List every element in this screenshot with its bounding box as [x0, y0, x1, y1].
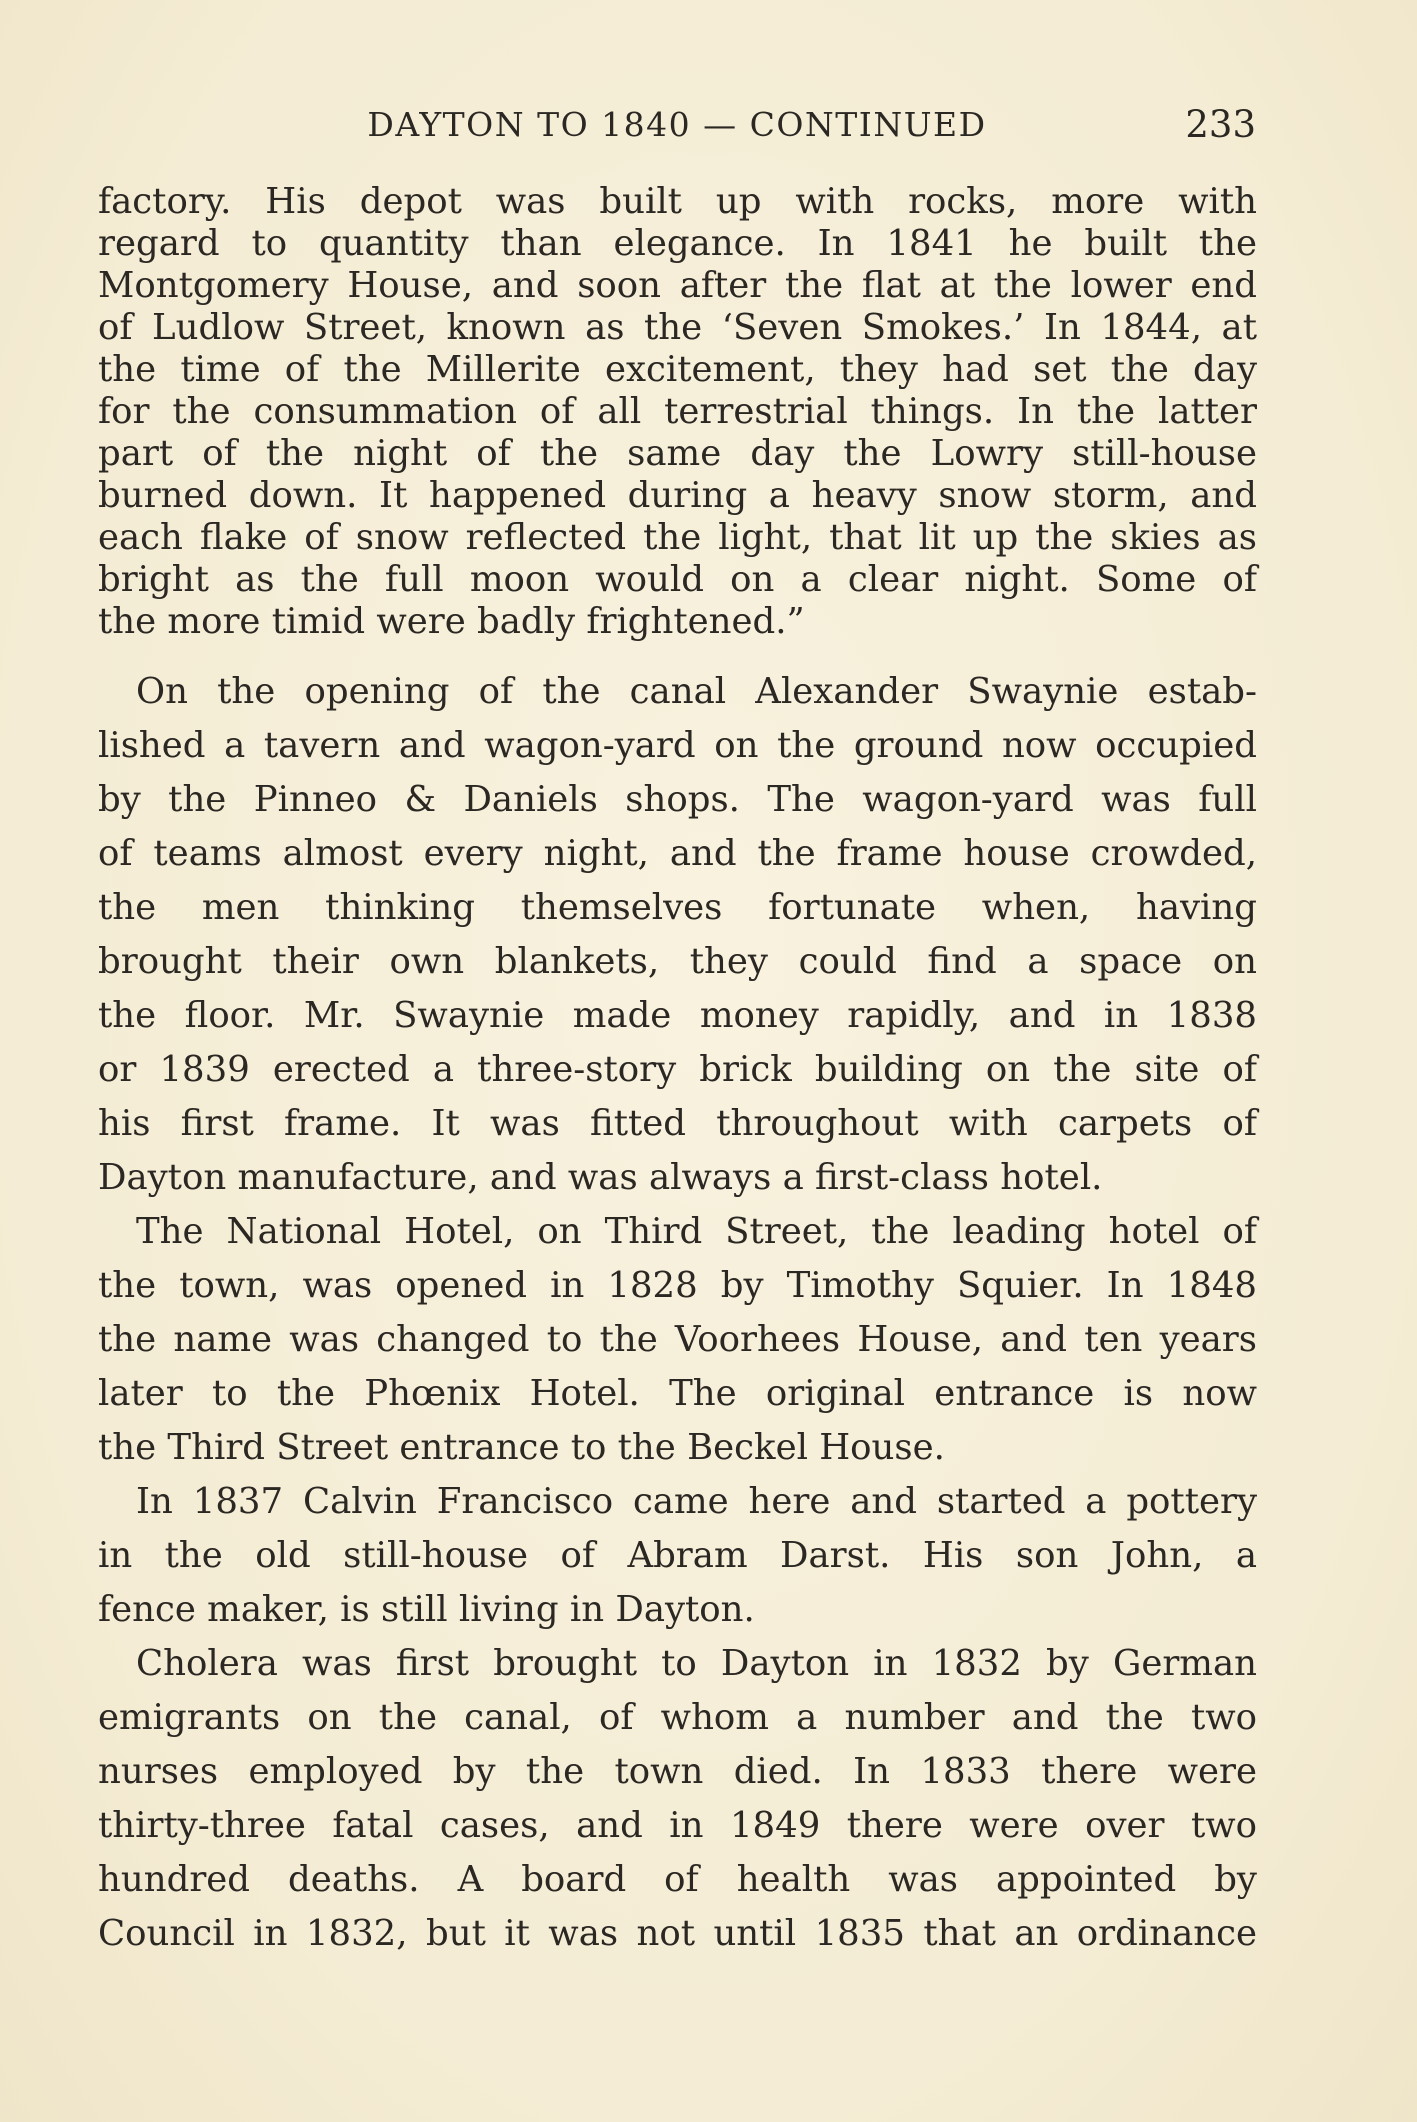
text-line: brought their own blankets, they could find a space on — [98, 941, 1257, 982]
text-line: thirty-three fatal cases, and in 1849 there were over two — [98, 1805, 1257, 1846]
text-line: his first frame. It was fitted throughout with carpets of — [98, 1103, 1257, 1144]
text-line: Cholera was first brought to Dayton in 1832 by German — [136, 1643, 1257, 1684]
text-line: of Ludlow Street, known as the ‘Seven Smokes.’ In 1844, at — [98, 307, 1257, 348]
text-line: the name was changed to the Voorhees House, and ten years — [98, 1319, 1257, 1360]
text-line: the men thinking themselves fortunate when, having — [98, 887, 1257, 928]
text-line: burned down. It happened during a heavy snow storm, and — [98, 475, 1257, 516]
text-line: of teams almost every night, and the frame house crowded, — [98, 833, 1257, 874]
text-line: lished a tavern and wagon-yard on the ground now occupied — [98, 725, 1257, 766]
text-line: later to the Phœnix Hotel. The original entrance is now — [98, 1373, 1257, 1414]
page-number: 233 — [1185, 103, 1256, 146]
text-line: Dayton manufacture, and was always a first-class hotel. — [98, 1157, 1103, 1198]
text-line: in the old still-house of Abram Darst. His son John, a — [98, 1535, 1257, 1576]
text-line: part of the night of the same day the Lowry still-house — [98, 433, 1257, 474]
text-line: the time of the Millerite excitement, they had set the day — [98, 349, 1257, 390]
running-title: DAYTON TO 1840 — CONTINUED — [367, 105, 987, 144]
text-line: In 1837 Calvin Francisco came here and started a pottery — [136, 1481, 1257, 1522]
text-line: the more timid were badly frightened.” — [98, 601, 805, 642]
text-line: the floor. Mr. Swaynie made money rapidly, and in 1838 — [98, 995, 1257, 1036]
text-line: The National Hotel, on Third Street, the leading hotel of — [136, 1211, 1257, 1252]
text-line: hundred deaths. A board of health was appointed by — [98, 1859, 1257, 1900]
text-line: bright as the full moon would on a clear night. Some of — [98, 559, 1257, 600]
text-line: the town, was opened in 1828 by Timothy Squier. In 1848 — [98, 1265, 1257, 1306]
text-line: for the consummation of all terrestrial things. In the latter — [98, 391, 1257, 432]
text-line: fence maker, is still living in Dayton. — [98, 1589, 755, 1630]
text-line: regard to quantity than elegance. In 1841 he built the — [98, 223, 1257, 264]
text-line: Montgomery House, and soon after the flat at the lower end — [98, 265, 1257, 306]
running-head — [98, 103, 1256, 153]
text-line: nurses employed by the town died. In 1833 there were — [98, 1751, 1257, 1792]
text-line: each flake of snow reflected the light, that lit up the skies as — [98, 517, 1257, 558]
text-line: by the Pinneo & Daniels shops. The wagon-yard was full — [98, 779, 1257, 820]
text-line: factory. His depot was built up with rocks, more with — [98, 181, 1257, 222]
text-line: or 1839 erected a three-story brick building on the site of — [98, 1049, 1257, 1090]
text-line: emigrants on the canal, of whom a number and the two — [98, 1697, 1257, 1738]
text-line: Council in 1832, but it was not until 1835 that an ordinance — [98, 1913, 1257, 1954]
text-line: the Third Street entrance to the Beckel House. — [98, 1427, 945, 1468]
text-line: On the opening of the canal Alexander Swaynie estab- — [136, 671, 1257, 712]
